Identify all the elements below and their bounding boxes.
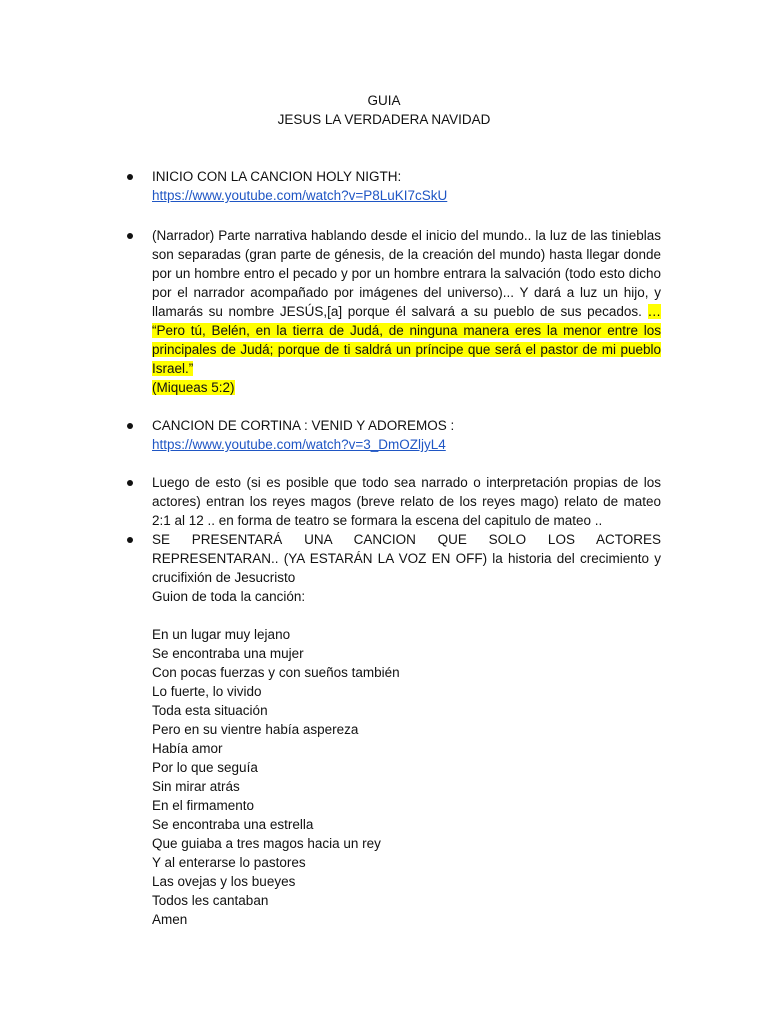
list-item: Luego de esto (si es posible que todo sea narrado o interpretación propias de los actores) entran los reyes magos (breve relato de los reyes mago) relato de mateo 2:1 al 12 .. en forma de teatro se formara la escena del capitulo de mateo .. (152, 475, 661, 528)
bullet-icon (127, 174, 133, 180)
lyric-line: Todos les cantaban (152, 893, 269, 908)
list-item (152, 416, 661, 454)
lyric-line: Se encontraba una estrella (152, 817, 314, 832)
item-text: CANCION DE CORTINA : VENID Y ADOREMOS : (152, 418, 455, 433)
youtube-link[interactable]: https://www.youtube.com/watch?v=P8LuKI7cSkU (152, 188, 448, 203)
narrative-text: (Narrador) Parte narrativa hablando desde el inicio del mundo.. la luz de las tinieblas son separadas (gran parte de génesis, de la creación del mundo) hasta llegar donde por un hombre entro el pecado y por un hombre entrara la salvación (todo esto dicho por el narrador acompañado por imágenes del universo)... Y dará a luz un hijo, y llamarás su nombre JESÚS,[a] porque él salvará a su pueblo de sus pecados. (152, 228, 661, 319)
lyric-line: En el firmamento (152, 798, 255, 813)
list-item: SE PRESENTARÁ UNA CANCION QUE SOLO LOS ACTORES REPRESENTARAN.. (YA ESTARÁN LA VOZ EN OFF) la historia del crecimiento y crucifixión de Jesucristo (152, 532, 661, 585)
lyric-line: Lo fuerte, lo vivido (152, 684, 262, 699)
lyric-line: Sin mirar atrás (152, 779, 240, 794)
document-subtitle: JESUS LA VERDADERA NAVIDAD (277, 112, 491, 127)
bullet-icon (127, 480, 133, 486)
lyric-line: Que guiaba a tres magos hacia un rey (152, 836, 381, 851)
scripture-reference: (Miqueas 5:2) (152, 380, 235, 395)
item-text: INICIO CON LA CANCION HOLY NIGTH: (152, 169, 402, 184)
highlighted-quote: … “Pero tú, Belén, en la tierra de Judá, de ninguna manera eres la menor entre los principales de Judá; porque de ti saldrá un príncipe que será el pastor de mi pueblo Israel.” (152, 304, 661, 376)
bullet-icon (127, 423, 133, 429)
script-heading: Guion de toda la canción: (152, 589, 306, 604)
lyric-line: Toda esta situación (152, 703, 268, 718)
bullet-icon (127, 233, 133, 239)
lyric-line: Pero en su vientre había aspereza (152, 722, 359, 737)
lyric-line: En un lugar muy lejano (152, 627, 291, 642)
list-item (152, 226, 661, 397)
youtube-link[interactable]: https://www.youtube.com/watch?v=3_DmOZljyL4 (152, 437, 446, 452)
lyric-line: Se encontraba una mujer (152, 646, 304, 661)
lyric-line: Por lo que seguía (152, 760, 258, 775)
list-item (152, 167, 661, 205)
document-title: GUIA (367, 93, 401, 108)
bullet-icon (127, 537, 133, 543)
lyric-line: Las ovejas y los bueyes (152, 874, 296, 889)
lyric-line: Y al enterarse lo pastores (152, 855, 306, 870)
lyric-line: Con pocas fuerzas y con sueños también (152, 665, 400, 680)
lyric-line: Había amor (152, 741, 223, 756)
lyric-line: Amen (152, 912, 188, 927)
